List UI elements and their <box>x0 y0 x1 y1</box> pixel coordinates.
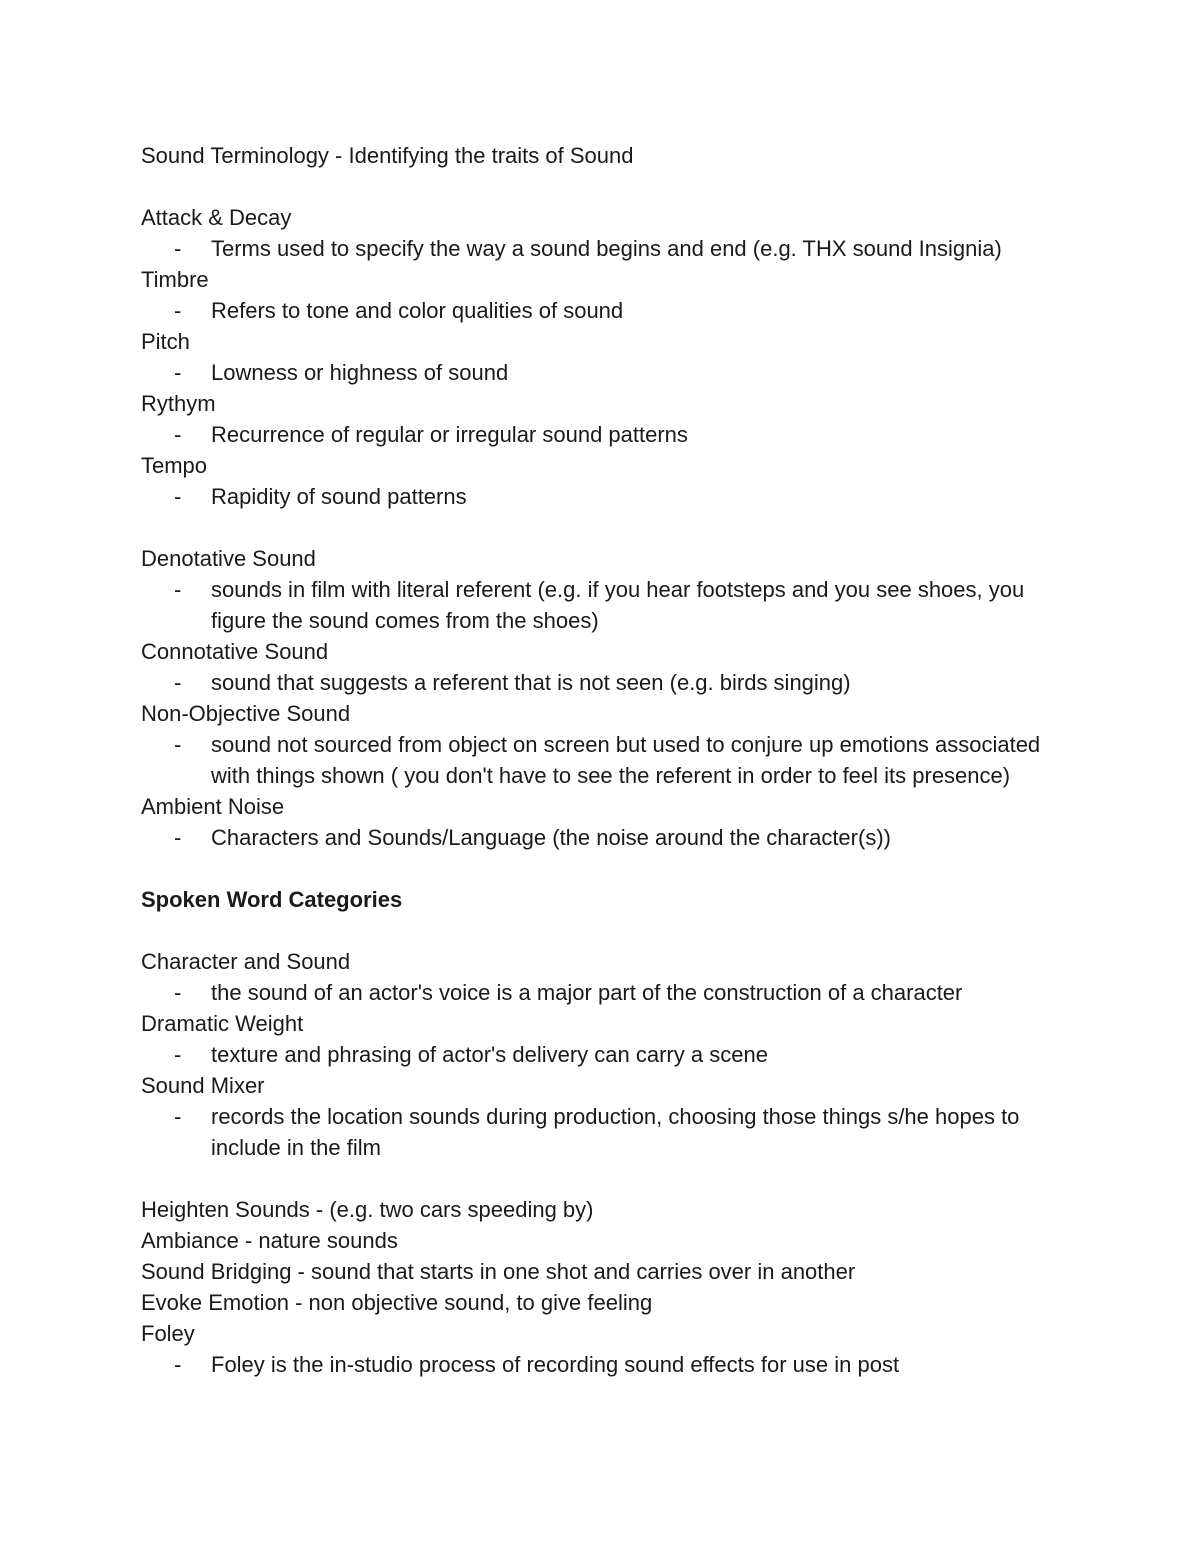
term-connotative-sound: Connotative Sound <box>141 639 329 664</box>
dash-bullet: - <box>174 1042 182 1067</box>
line-sound-bridging: Sound Bridging - sound that starts in one shot and carries over in another <box>141 1259 856 1284</box>
spacer <box>141 512 1071 543</box>
definition-foley: - Foley is the in-studio process of recording sound effects for use in post <box>141 1349 1071 1380</box>
line-ambiance: Ambiance - nature sounds <box>141 1228 398 1253</box>
dash-bullet: - <box>174 980 182 1005</box>
definition-non-objective-sound: - sound not sourced from object on screen but used to conjure up emotions associated with things shown ( you don't have to see the referent in order to feel its presence) <box>141 729 1071 791</box>
term-foley: Foley <box>141 1321 195 1346</box>
definition-dramatic-weight: - texture and phrasing of actor's delivery can carry a scene <box>141 1039 1071 1070</box>
dash-bullet: - <box>174 732 182 757</box>
definition-sound-mixer: - records the location sounds during production, choosing those things s/he hopes to include in the film <box>141 1101 1071 1163</box>
dash-bullet: - <box>174 484 182 509</box>
term-character-and-sound: Character and Sound <box>141 949 351 974</box>
term-rythym: Rythym <box>141 391 216 416</box>
definition-ambient-noise: - Characters and Sounds/Language (the noise around the character(s)) <box>141 822 1071 853</box>
definition-pitch: - Lowness or highness of sound <box>141 357 1071 388</box>
term-timbre: Timbre <box>141 267 209 292</box>
dash-bullet: - <box>174 670 182 695</box>
term-non-objective-sound: Non-Objective Sound <box>141 701 351 726</box>
dash-bullet: - <box>174 1352 182 1377</box>
definition-rythym: - Recurrence of regular or irregular sound patterns <box>141 419 1071 450</box>
section-heading: Spoken Word Categories <box>141 887 403 912</box>
term-sound-mixer: Sound Mixer <box>141 1073 265 1098</box>
line-evoke-emotion: Evoke Emotion - non objective sound, to give feeling <box>141 1290 653 1315</box>
definition-denotative-sound: - sounds in film with literal referent (e.g. if you hear footsteps and you see shoes, you figure the sound comes from the shoes) <box>141 574 1071 636</box>
term-pitch: Pitch <box>141 329 190 354</box>
spacer <box>141 915 1071 946</box>
line-heighten-sounds: Heighten Sounds - (e.g. two cars speeding by) <box>141 1197 594 1222</box>
document-body <box>141 140 1071 1380</box>
dash-bullet: - <box>174 298 182 323</box>
term-attack-decay: Attack & Decay <box>141 205 292 230</box>
dash-bullet: - <box>174 422 182 447</box>
term-denotative-sound: Denotative Sound <box>141 546 316 571</box>
definition-connotative-sound: - sound that suggests a referent that is not seen (e.g. birds singing) <box>141 667 1071 698</box>
dash-bullet: - <box>174 360 182 385</box>
definition-attack-decay: - Terms used to specify the way a sound begins and end (e.g. THX sound Insignia) <box>141 233 1071 264</box>
term-dramatic-weight: Dramatic Weight <box>141 1011 304 1036</box>
definition-tempo: - Rapidity of sound patterns <box>141 481 1071 512</box>
spacer <box>141 171 1071 202</box>
dash-bullet: - <box>174 577 182 602</box>
dash-bullet: - <box>174 825 182 850</box>
definition-character-and-sound: - the sound of an actor's voice is a major part of the construction of a character <box>141 977 1071 1008</box>
term-ambient-noise: Ambient Noise <box>141 794 285 819</box>
spacer <box>141 1163 1071 1194</box>
definition-timbre: - Refers to tone and color qualities of sound <box>141 295 1071 326</box>
document-title: Sound Terminology - Identifying the traits of Sound <box>141 143 634 168</box>
dash-bullet: - <box>174 236 182 261</box>
term-tempo: Tempo <box>141 453 208 478</box>
spacer <box>141 853 1071 884</box>
dash-bullet: - <box>174 1104 182 1129</box>
